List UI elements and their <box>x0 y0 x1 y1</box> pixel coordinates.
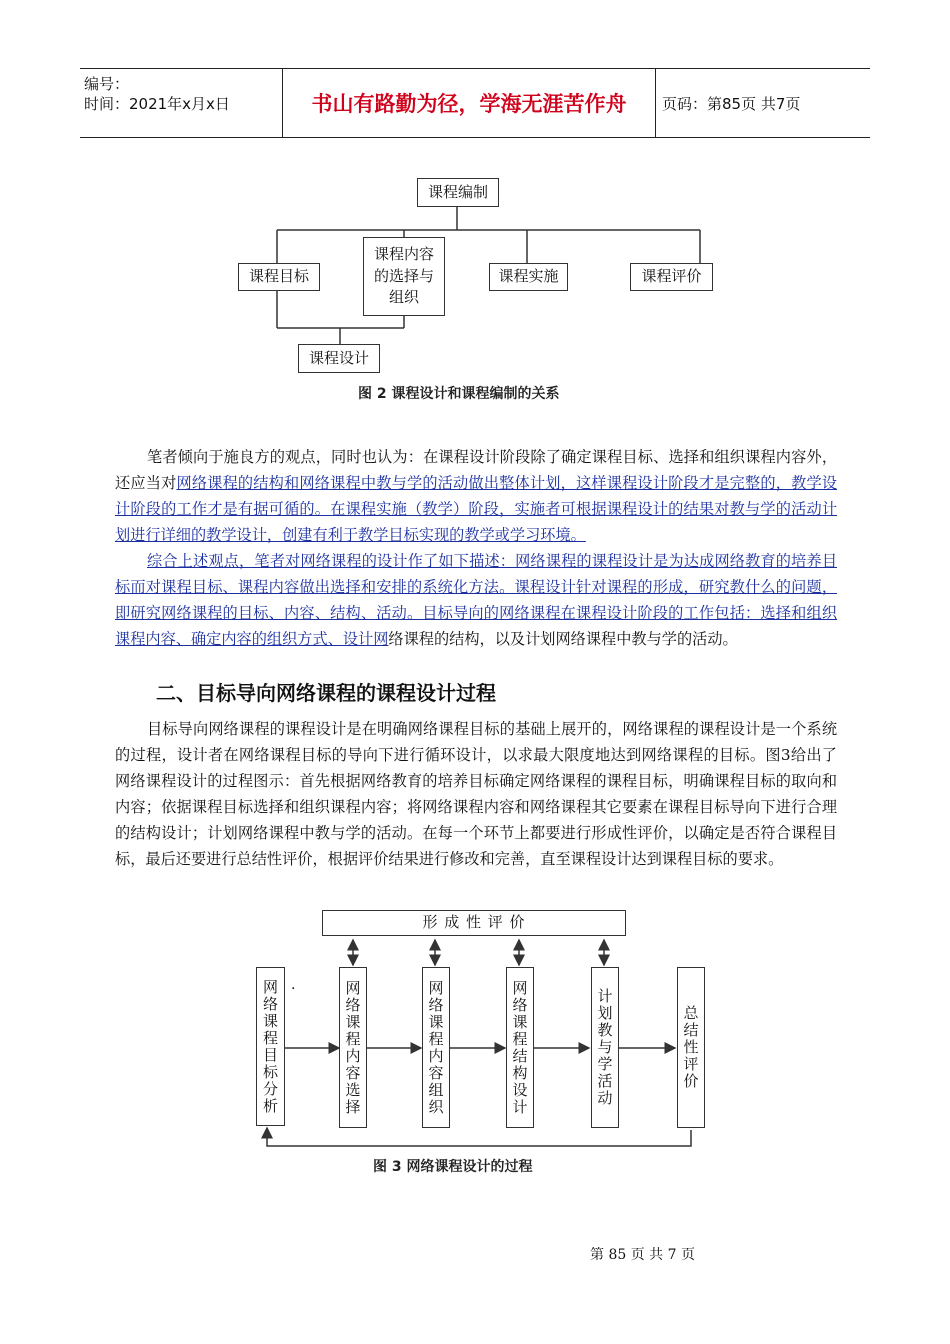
step-content-selection: 网络课程内容选择 <box>339 967 367 1128</box>
time-label: 时间：2021年x月x日 <box>84 95 230 113</box>
paragraph-2-link[interactable]: 综合上述观点，笔者对网络课程的设计作了如下描述：网络课程的课程设计是为达成网络教育的培养目标而对课程目标、课程内容做出选择和安排的系统化方法。课程设计针对课程的形成，研究教什么的问题，即研究网络课程的目标、内容、结构、活动。目标导向的网络课程在课程设计阶段的工作包括：选择和组织课程内容、确定内容的组织方式、设计网 <box>115 552 837 648</box>
step-structure-design: 网络课程结构设计 <box>506 967 534 1128</box>
step-goal-analysis: 网络课程目标分析 <box>256 967 285 1126</box>
paragraph-1-text: 笔者倾向于施良方的观点，同时也认为：在课程设计阶段除了确定课程目标、选择和组织课程内容外，还应当对 <box>115 448 837 492</box>
page-footer: 第 85 页 共 7 页 <box>590 1247 695 1263</box>
box-course-evaluation: 课程评价 <box>630 263 713 291</box>
step-content-organization: 网络课程内容组织 <box>422 967 450 1128</box>
content-line-2: 的选择与 <box>373 266 434 285</box>
stray-dot: · <box>291 981 296 997</box>
box-course-content <box>363 237 445 316</box>
step-summative-evaluation: 总结性评价 <box>677 967 705 1128</box>
header-motto: 书山有路勤为径，学海无涯苦作舟 <box>282 69 656 137</box>
paragraph-3: 目标导向网络课程的课程设计是在明确网络课程目标的基础上展开的，网络课程的课程设计是一个系统的过程，设计者在网络课程目标的导向下进行循环设计，以求最大限度地达到网络课程的目标。图3给出了网络课程设计的过程图示：首先根据网络教育的培养目标确定网络课程的课程目标，明确课程目标的取向和内容；依据课程目标选择和组织课程内容；将网络课程内容和网络课程其它要素在课程目标导向下进行合理的结构设计；计划网络课程中教与学的活动。在每一个环节上都要进行形成性评价，以确定是否符合课程目标，最后还要进行总结性评价，根据评价结果进行修改和完善，直至课程设计达到课程目标的要求。 <box>115 720 837 868</box>
paragraph-1 <box>115 444 837 548</box>
box-course-implementation: 课程实施 <box>489 263 568 291</box>
figure-3-diagram <box>255 905 725 1180</box>
number-label: 编号： <box>84 75 130 93</box>
figure-3-connectors <box>255 905 725 1150</box>
document-header <box>80 68 870 138</box>
step-activity-planning: 计划教与学活动 <box>591 967 619 1128</box>
figure-2-diagram <box>230 170 730 420</box>
section-heading: 二、目标导向网络课程的课程设计过程 <box>156 681 496 705</box>
formative-evaluation-bar: 形 成 性 评 价 <box>322 910 626 936</box>
header-meta <box>80 69 282 137</box>
page-label: 页码：第85页 共7页 <box>662 94 801 113</box>
paragraph-1-link[interactable]: 网络课程的结构和网络课程中教与学的活动做出整体计划，这样课程设计阶段才是完整的，教学设计阶段的工作才是有据可循的。在课程实施（教学）阶段，实施者可根据课程设计的结果对教与学的活动计划进行详细的教学设计，创建有利于教学目标实现的教学或学习环境。 <box>115 474 838 544</box>
box-course-goal: 课程目标 <box>238 263 320 291</box>
box-course-design: 课程设计 <box>298 344 380 373</box>
paragraph-2-text: 络课程的结构，以及计划网络课程中教与学的活动。 <box>388 630 738 648</box>
figure-2-caption: 图 2 课程设计和课程编制的关系 <box>358 386 560 402</box>
figure-3-caption: 图 3 网络课程设计的过程 <box>373 1159 533 1175</box>
paragraph-2 <box>115 548 837 652</box>
box-course-compilation: 课程编制 <box>417 178 499 207</box>
content-line-1: 课程内容 <box>373 244 434 263</box>
content-line-3: 组织 <box>388 288 419 307</box>
